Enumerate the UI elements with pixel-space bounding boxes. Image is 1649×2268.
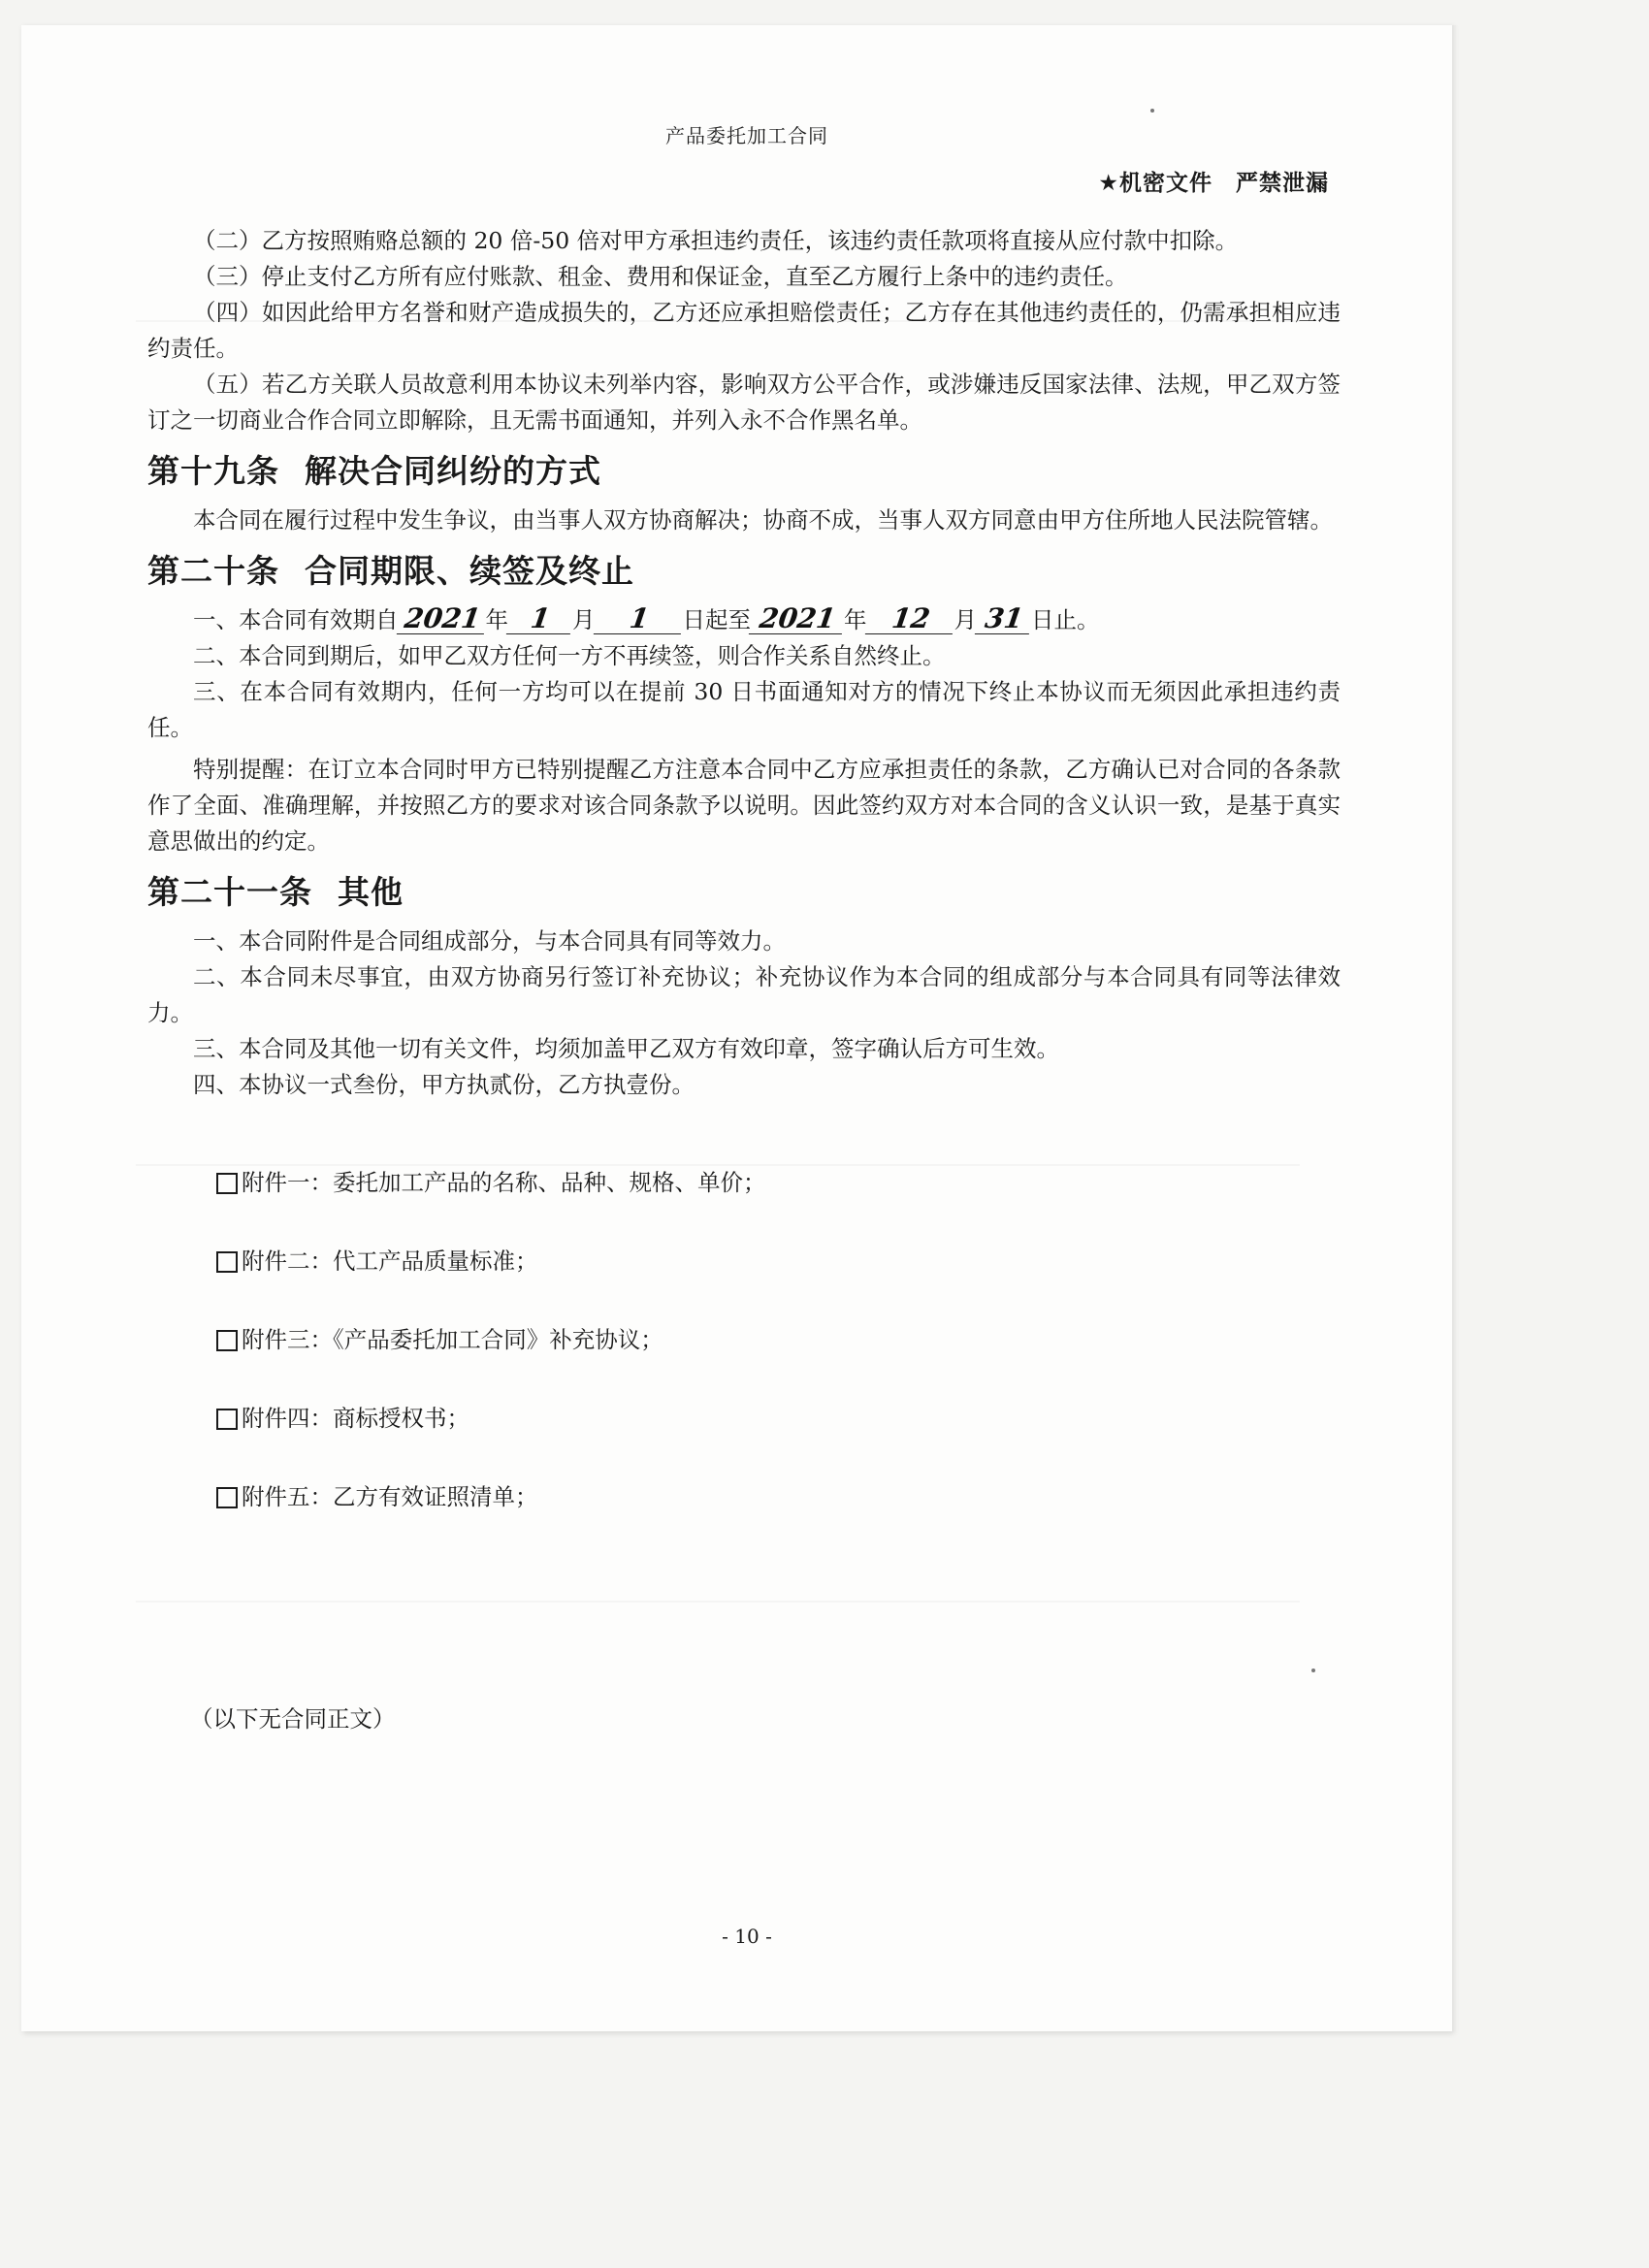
scan-speck xyxy=(1311,1669,1315,1672)
checkbox-icon xyxy=(216,1409,238,1430)
unit-year: 年 xyxy=(844,606,867,633)
checkbox-icon xyxy=(216,1487,238,1508)
unit-month: 月 xyxy=(572,606,596,633)
special-reminder-paragraph: 特别提醒：在订立本合同时甲方已特别提醒乙方注意本合同中乙方应承担责任的条款，乙方确认已对合同的各条款作了全面、准确理解，并按照乙方的要求对该合同条款予以说明。因此签约双方对本合同的含义认识一致，是基于真实意思做出的约定。 xyxy=(147,756,1341,855)
article-title: 解决合同纠纷的方式 xyxy=(305,452,601,490)
article-number: 第二十条 xyxy=(147,552,279,590)
paragraph: （三）停止支付乙方所有应付账款、租金、费用和保证金，直至乙方履行上条中的违约责任。 xyxy=(193,263,1128,290)
unit-month: 月 xyxy=(954,606,977,633)
document-body xyxy=(147,223,1341,1537)
attachment-item xyxy=(216,1458,1341,1537)
attachment-item xyxy=(216,1301,1341,1379)
paragraph: （五）若乙方关联人员故意利用本协议未列举内容，影响双方公平合作，或涉嫌违反国家法律、法规，甲乙双方签订之一切商业合作合同立即解除，且无需书面通知，并列入永不合作黑名单。 xyxy=(147,371,1341,434)
checkbox-icon xyxy=(216,1251,238,1273)
page-number: - 10 - xyxy=(722,1925,772,1948)
paragraph: 三、本合同及其他一切有关文件，均须加盖甲乙双方有效印章，签字确认后方可生效。 xyxy=(193,1035,1059,1062)
paragraph: 本合同在履行过程中发生争议，由当事人双方协商解决；协商不成，当事人双方同意由甲方住所地人民法院管辖。 xyxy=(193,506,1333,534)
term-prefix: 一、本合同有效期自 xyxy=(193,606,399,633)
attachment-item xyxy=(216,1144,1341,1222)
paragraph: 四、本协议一式叁份，甲方执贰份，乙方执壹份。 xyxy=(193,1071,695,1098)
article-number: 第十九条 xyxy=(147,452,279,490)
bleed-through-texture xyxy=(136,1601,1300,1603)
end-of-text-note: （以下无合同正文） xyxy=(190,1705,396,1733)
attachment-item xyxy=(216,1222,1341,1301)
start-day-handwritten: 1 xyxy=(593,604,684,634)
paragraph: （四）如因此给甲方名誉和财产造成损失的，乙方还应承担赔偿责任；乙方存在其他违约责任的，仍需承担相应违约责任。 xyxy=(147,299,1341,362)
paragraph: （二）乙方按照贿赂总额的 20 倍-50 倍对甲方承担违约责任，该违约责任款项将直接从应付款中扣除。 xyxy=(193,227,1239,254)
article-title: 合同期限、续签及终止 xyxy=(305,552,634,590)
article-21-heading xyxy=(147,867,1341,918)
attachment-label: 附件五：乙方有效证照清单； xyxy=(242,1483,538,1510)
end-year-handwritten: 2021 xyxy=(749,604,846,634)
start-year-handwritten: 2021 xyxy=(396,604,487,634)
paragraph: 一、本合同附件是合同组成部分，与本合同具有同等效力。 xyxy=(193,927,786,955)
attachment-item xyxy=(216,1379,1341,1458)
page-edge-shadow xyxy=(1452,25,1458,2031)
start-month-handwritten: 1 xyxy=(506,604,574,634)
attachment-label: 附件三：《产品委托加工合同》补充协议； xyxy=(242,1326,663,1353)
attachment-list xyxy=(216,1144,1341,1537)
article-number: 第二十一条 xyxy=(147,873,312,911)
confidential-label: ★机密文件 严禁泄漏 xyxy=(1098,171,1329,196)
paragraph: 二、本合同未尽事宜，由双方协商另行签订补充协议；补充协议作为本合同的组成部分与本合同具有同等法律效力。 xyxy=(147,963,1341,1026)
checkbox-icon xyxy=(216,1173,238,1194)
article-title: 其他 xyxy=(338,873,404,911)
attachment-label: 附件二：代工产品质量标准； xyxy=(242,1247,538,1275)
term-mid: 日起至 xyxy=(682,606,751,633)
term-end: 日止。 xyxy=(1031,606,1100,633)
checkbox-icon xyxy=(216,1330,238,1351)
attachment-label: 附件四：商标授权书； xyxy=(242,1405,469,1432)
unit-year: 年 xyxy=(485,606,508,633)
end-day-handwritten: 31 xyxy=(975,604,1033,634)
document-header-title: 产品委托加工合同 xyxy=(665,124,828,147)
contract-term-line xyxy=(147,602,1341,638)
end-month-handwritten: 12 xyxy=(864,604,955,634)
scan-speck xyxy=(1150,109,1154,113)
article-19-heading xyxy=(147,446,1341,497)
paragraph: 三、在本合同有效期内，任何一方均可以在提前 30 日书面通知对方的情况下终止本协议而无须因此承担违约责任。 xyxy=(147,678,1341,741)
article-20-heading xyxy=(147,546,1341,597)
attachment-label: 附件一：委托加工产品的名称、品种、规格、单价； xyxy=(242,1169,766,1196)
paragraph: 二、本合同到期后，如甲乙双方任何一方不再续签，则合作关系自然终止。 xyxy=(193,642,946,669)
